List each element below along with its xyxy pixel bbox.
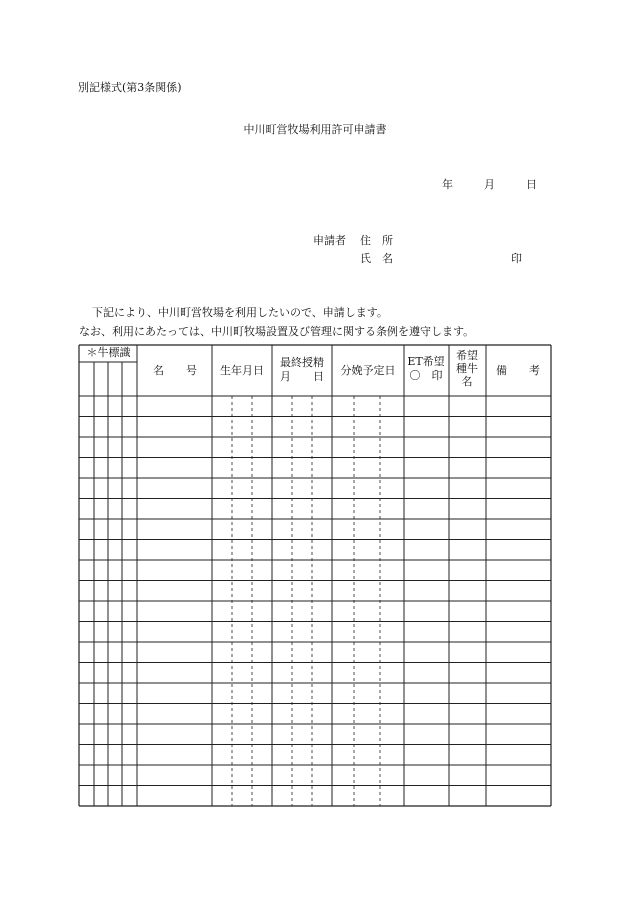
document-title: 中川町営牧場利用許可申請書	[243, 123, 387, 136]
header-bull-line1: 希望	[456, 349, 478, 362]
date-day-label: 日	[526, 178, 537, 191]
header-et-line1: ET希望	[407, 355, 445, 368]
header-bull-line3: 名	[461, 375, 473, 389]
date-year-label: 年	[442, 178, 453, 191]
header-et	[403, 355, 449, 383]
body-line-1: 下記により、中川町営牧場を利用したいので、申請します。	[92, 306, 388, 319]
address-label: 住 所	[360, 234, 393, 247]
form-reference: 別記様式(第3条関係)	[78, 81, 182, 94]
header-last-insemination-line1: 最終授精	[280, 356, 324, 369]
header-name: 名 号	[153, 364, 197, 377]
header-remarks: 備 考	[496, 364, 540, 377]
name-label: 氏 名	[360, 252, 393, 265]
date-month-label: 月	[484, 178, 495, 191]
header-bull-line2: 種牛	[456, 362, 478, 376]
header-last-insemination-line2: 月 日	[280, 369, 324, 383]
header-cattle-id: ＊牛標識	[86, 346, 131, 359]
header-bull	[449, 349, 485, 389]
header-et-line2: 〇 印	[409, 368, 443, 382]
body-line-2: なお、利用にあたっては、中川町牧場設置及び管理に関する条例を遵守します。	[79, 325, 475, 338]
header-calving-date: 分娩予定日	[340, 364, 396, 377]
header-last-insemination	[272, 356, 332, 384]
applicant-label: 申請者	[313, 234, 346, 247]
seal-mark: 印	[511, 252, 522, 265]
header-birth-date: 生年月日	[220, 364, 264, 377]
